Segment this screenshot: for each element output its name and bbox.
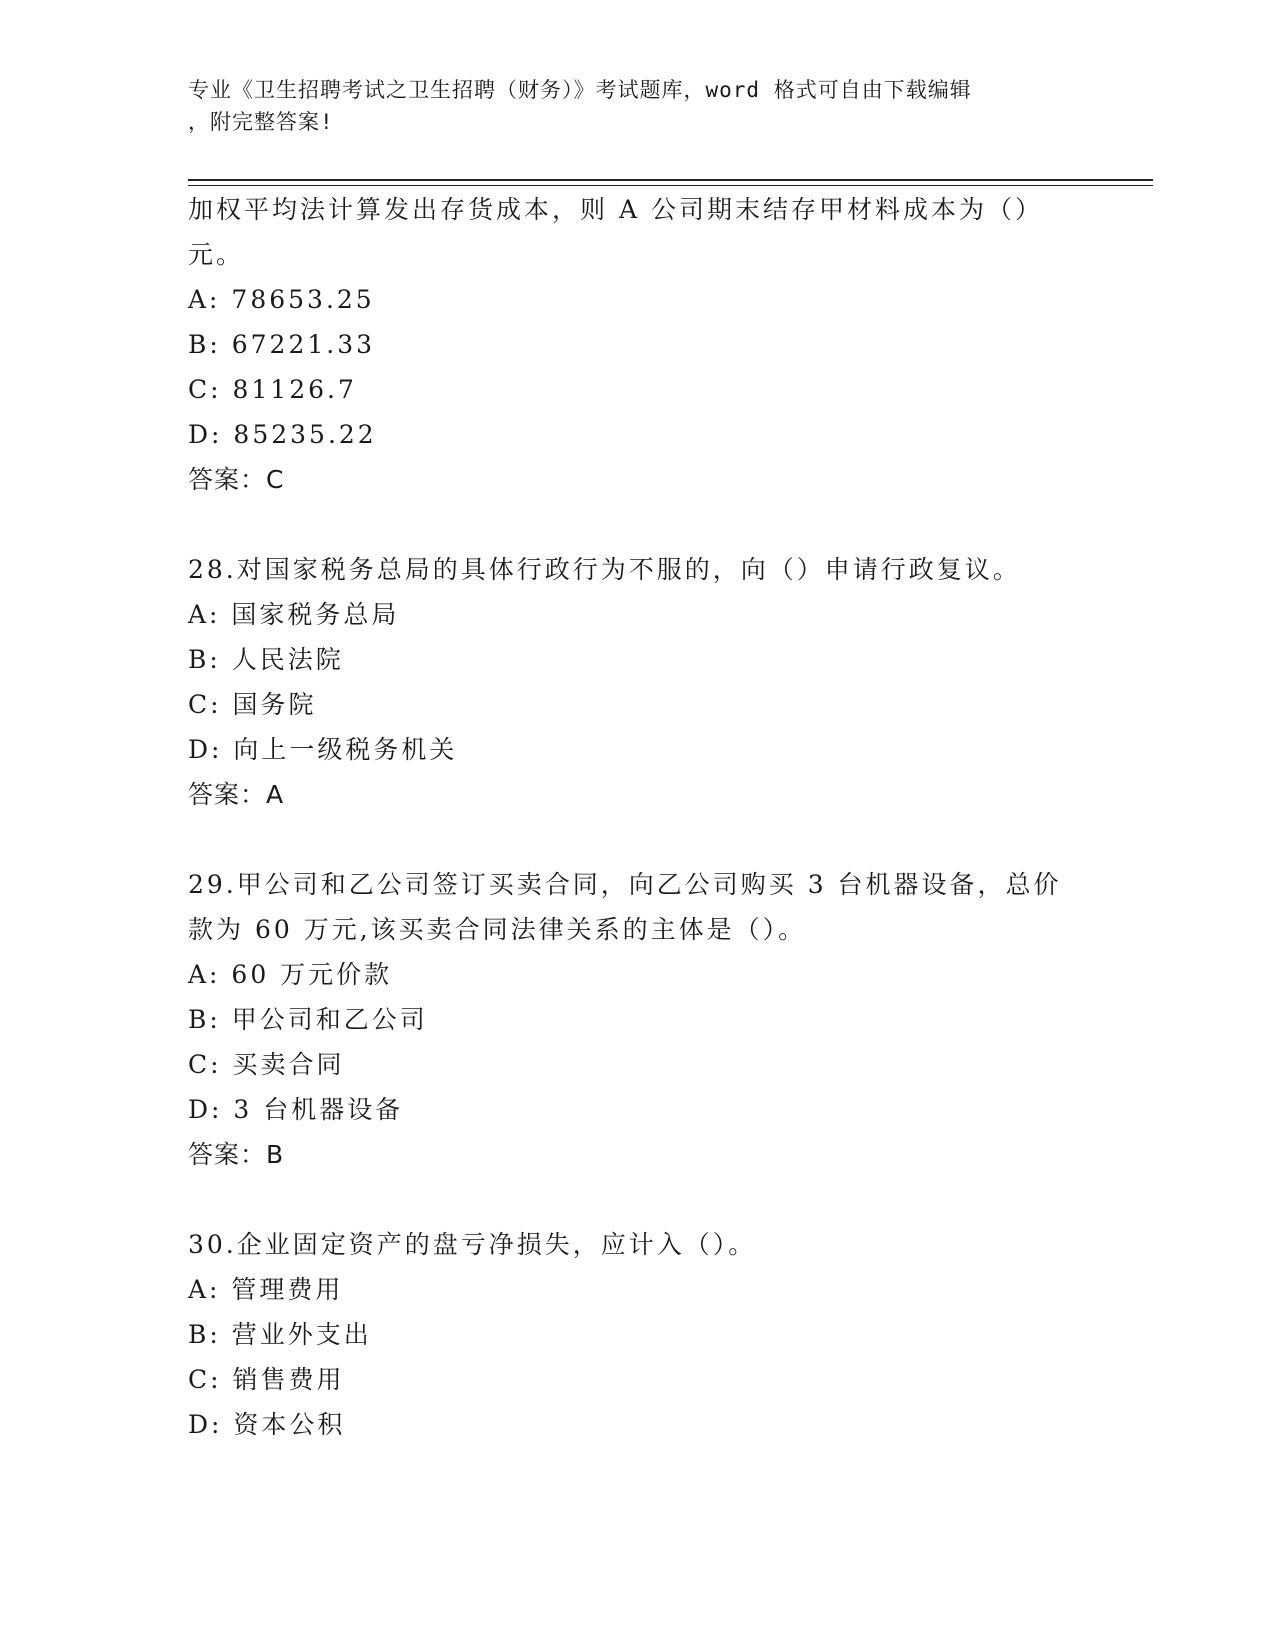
- document-header: [188, 74, 1068, 138]
- question-27: [188, 187, 1088, 502]
- option-b: B: 甲公司和乙公司: [188, 1005, 428, 1034]
- question-stem: 29.甲公司和乙公司签订买卖合同，向乙公司购买 3 台机器设备，总价: [188, 870, 1062, 899]
- answer-line: 答案：C: [188, 465, 285, 494]
- option-a: A: 管理费用: [188, 1275, 344, 1304]
- option-d: D: 资本公积: [188, 1410, 346, 1439]
- header-divider-thick: [188, 179, 1153, 181]
- option-c: C: 81126.7: [188, 375, 357, 404]
- option-b: B: 67221.33: [188, 330, 376, 359]
- question-stem: 28.对国家税务总局的具体行政行为不服的，向（）申请行政复议。: [188, 555, 1021, 584]
- option-b: B: 营业外支出: [188, 1320, 372, 1349]
- answer-line: 答案：A: [188, 780, 285, 809]
- option-d: D: 85235.22: [188, 420, 377, 449]
- spacer: [188, 502, 1088, 547]
- option-a: A: 国家税务总局: [188, 600, 400, 629]
- answer-line: 答案：B: [188, 1140, 285, 1169]
- question-28: [188, 547, 1088, 817]
- question-stem: 30.企业固定资产的盘亏净损失，应计入（）。: [188, 1230, 757, 1259]
- question-29: [188, 862, 1088, 1177]
- question-stem: 元。: [188, 240, 245, 269]
- question-30: [188, 1222, 1088, 1447]
- header-divider-thin: [188, 185, 1153, 186]
- option-d: D: 3 台机器设备: [188, 1095, 404, 1124]
- option-c: C: 销售费用: [188, 1365, 345, 1394]
- option-d: D: 向上一级税务机关: [188, 735, 458, 764]
- option-b: B: 人民法院: [188, 645, 344, 674]
- header-line-1: 专业《卫生招聘考试之卫生招聘（财务）》考试题库，word 格式可自由下载编辑: [188, 78, 972, 102]
- option-a: A: 60 万元价款: [188, 960, 393, 989]
- header-line-2: ，附完整答案!: [188, 110, 334, 134]
- question-stem: 加权平均法计算发出存货成本，则 A 公司期末结存甲材料成本为（）: [188, 195, 1043, 224]
- question-stem: 款为 60 万元,该买卖合同法律关系的主体是（）。: [188, 915, 807, 944]
- question-list: [188, 187, 1088, 1447]
- option-c: C: 国务院: [188, 690, 317, 719]
- spacer: [188, 817, 1088, 862]
- option-a: A: 78653.25: [188, 285, 375, 314]
- option-c: C: 买卖合同: [188, 1050, 345, 1079]
- spacer: [188, 1177, 1088, 1222]
